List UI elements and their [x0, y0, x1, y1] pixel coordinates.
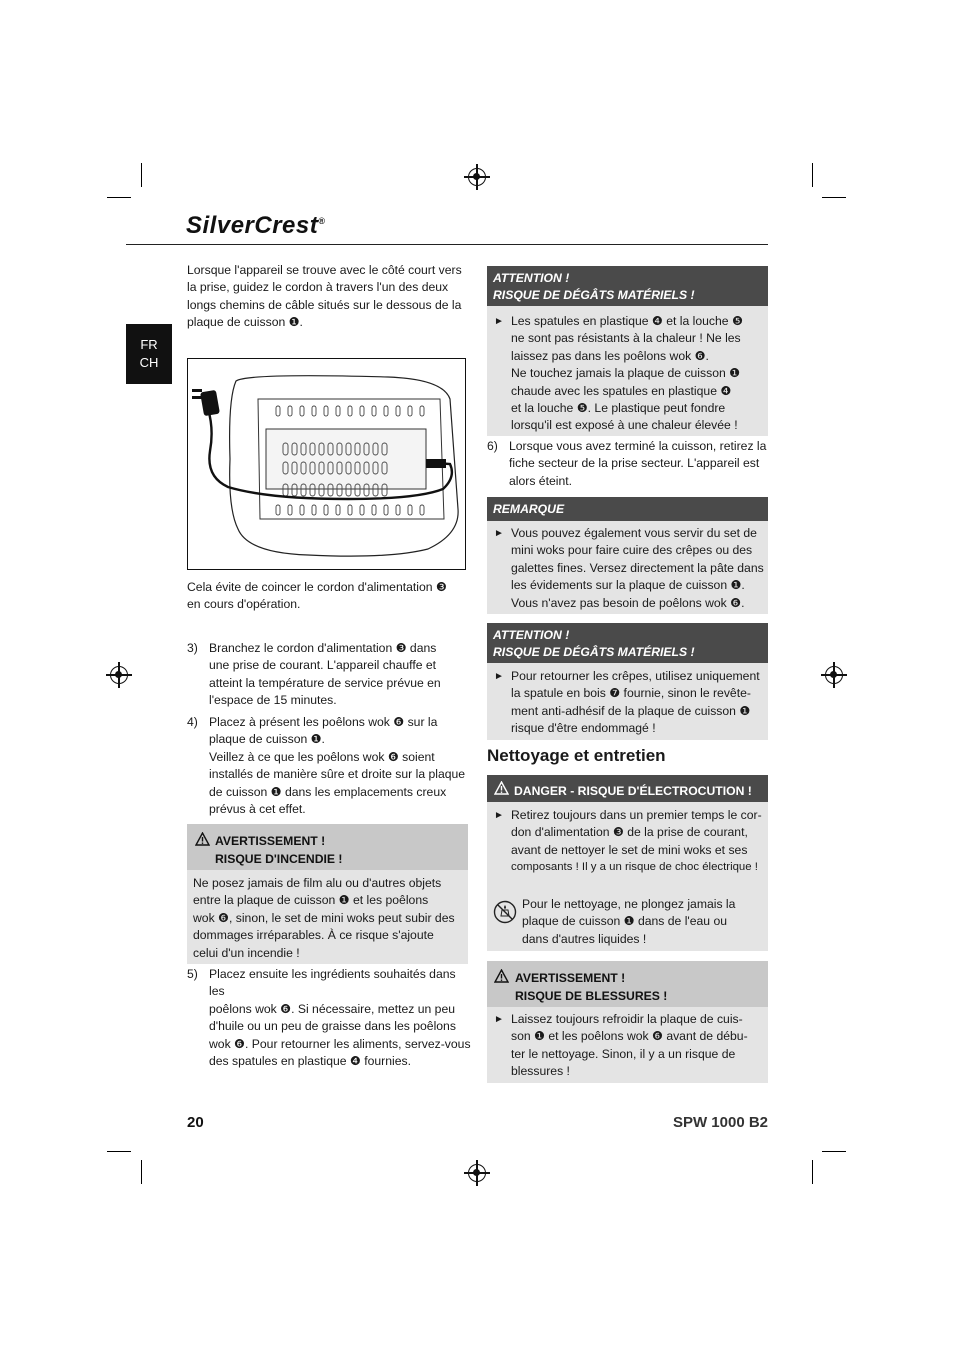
attention1-header: ATTENTION ! RISQUE DE DÉGÂTS MATÉRIELS !: [487, 266, 768, 306]
attention2-text: Pour retourner les crêpes, utilisez uniquement la spatule en bois ❼ fournie, sinon le revête- ment anti-adhésif de la plaque de cuisson ❶ risque d'être endommagé !: [511, 669, 760, 736]
registration-mark-icon: [110, 666, 128, 684]
bullet-arrow-icon: ►: [494, 528, 504, 539]
registration-mark-icon: [468, 1164, 486, 1182]
remarque-text: Vous pouvez également vous servir du set de mini woks pour faire cuire des crêpes ou des galettes fines. Versez directement la pâte dans les évidements sur la plaque de cuisson ❶. Vous n'avez pas besoin de poêlons wok ❻.: [511, 526, 764, 610]
hotplate-illustration: [188, 359, 464, 568]
warning-triangle-icon: [494, 969, 509, 988]
crop-mark: [107, 1151, 131, 1152]
danger-header: DANGER - RISQUE D'ÉLECTROCUTION !: [487, 775, 768, 802]
registration-mark-icon: [825, 666, 843, 684]
bullet-arrow-icon: ►: [494, 810, 504, 821]
warning-triangle-icon: [195, 832, 210, 851]
bullet-arrow-icon: ►: [494, 671, 504, 682]
warning-injury-header: AVERTISSEMENT ! RISQUE DE BLESSURES !: [487, 961, 768, 1007]
bullet-arrow-icon: ►: [494, 316, 504, 327]
language-tab: FR CH: [126, 324, 172, 384]
danger-text: Retirez toujours dans un premier temps le cor- don d'alimentation ❸ de la prise de courant, avant de nettoyer le set de mini woks et ses composants ! Il y a un risque de choc électrique !: [511, 808, 762, 874]
hotplate-cable-figure: [187, 358, 466, 570]
no-water-icon: [493, 900, 517, 929]
danger-note-text: Pour le nettoyage, ne plongez jamais la plaque de cuisson ❶ dans de l'eau ou dans d'autres liquides !: [522, 897, 736, 946]
remarque-header: REMARQUE: [487, 497, 768, 521]
intro-paragraph: Lorsque l'appareil se trouve avec le côté court vers la prise, guidez le cordon à travers l'un des deux longs chemins de câble situés sur le dessous de la plaque de cuisson ❶.: [187, 263, 462, 330]
warning-injury-text: Laissez toujours refroidir la plaque de cuis- son ❶ et les poêlons wok ❻ avant de débu- ter le nettoyage. Sinon, il y a un risque de blessures !: [511, 1012, 748, 1079]
crop-mark: [107, 197, 131, 198]
registration-mark-icon: [468, 168, 486, 186]
section-title: Nettoyage et entretien: [487, 746, 666, 765]
crop-mark: [822, 1151, 846, 1152]
header-rule: [126, 244, 768, 245]
crop-mark: [812, 163, 813, 187]
bullet-arrow-icon: ►: [494, 1014, 504, 1025]
figure-caption: Cela évite de coincer le cordon d'alimentation ❸ en cours d'opération.: [187, 580, 447, 612]
crop-mark: [812, 1160, 813, 1184]
crop-mark: [141, 1160, 142, 1184]
brand-logo: SilverCrest®: [186, 212, 326, 239]
warning-fire-text: Ne posez jamais de film alu ou d'autres objets entre la plaque de cuisson ❶ et les poêlons wok ❻, sinon, le set de mini woks peut subir des dommages irréparables. À ce risque s'ajoute celui d'un incendie !: [193, 876, 455, 960]
page-number: 20: [187, 1114, 204, 1131]
model-number: SPW 1000 B2: [672, 1114, 768, 1131]
warning-triangle-icon: [494, 781, 509, 800]
attention2-header: ATTENTION ! RISQUE DE DÉGÂTS MATÉRIELS !: [487, 623, 768, 663]
crop-mark: [822, 197, 846, 198]
warning-fire-header: AVERTISSEMENT ! RISQUE D'INCENDIE !: [187, 824, 468, 870]
attention1-text: Les spatules en plastique ❹ et la louche ❺ ne sont pas résistants à la chaleur ! Ne les laissez pas dans les poêlons wok ❻. Ne touchez jamais la plaque de cuisson ❶ chaude avec les spatules en plastique ❹ et la louche ❺. Le plastique peut fondre lorsqu'il est exposé à une chaleur élevée !: [511, 314, 743, 433]
crop-mark: [141, 163, 142, 187]
